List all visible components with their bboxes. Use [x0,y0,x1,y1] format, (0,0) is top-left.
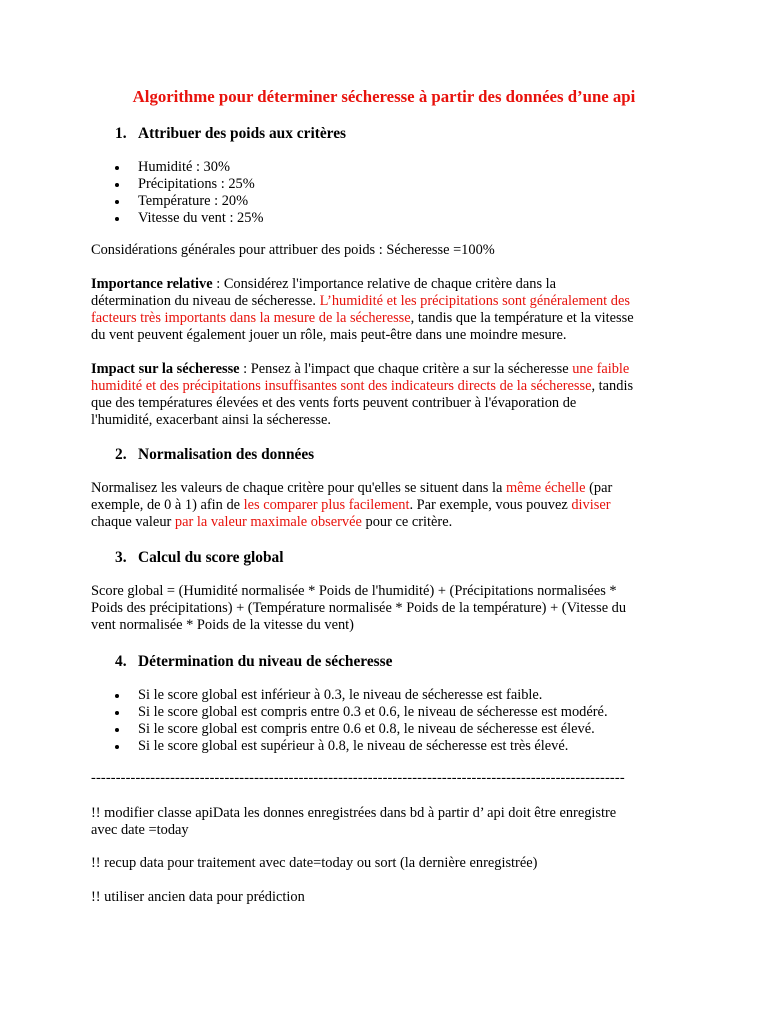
score-formula-paragraph [91,583,691,634]
text-run: : Considérez l'importance relative de chaque critère dans la [212,276,557,292]
highlighted-text: facteurs très importants dans la mesure de la sécheresse [91,310,411,326]
highlighted-text: humidité et des précipitations insuffisantes sont des indicateurs directs de la sécheresse [91,378,592,394]
importance-label: Importance relative [91,276,213,292]
highlighted-text: par la valeur maximale observée [174,514,362,530]
text-run: détermination du niveau de sécheresse. [91,293,320,309]
separator-line: ------------------------------------------------------------------------------------------------------------ [91,770,625,786]
list-item: Précipitations : 25% [114,176,263,193]
text-run: du vent peuvent également jouer un rôle, mais peut-être dans une moindre mesure. [91,327,567,343]
considerations-text: Considérations générales pour attribuer des poids : Sécheresse =100% [91,242,495,258]
text-run: l'humidité, exacerbant ainsi la sécheresse. [91,412,331,428]
highlighted-text: les comparer plus facilement [243,497,410,513]
section-1-title: Attribuer des poids aux critères [138,125,347,142]
importance-paragraph [91,276,691,344]
text-run: que des températures élevées et des vents forts peuvent contribuer à l'évaporation de [91,395,577,411]
section-3-number: 3. [115,549,127,566]
text-run: chaque valeur [91,514,175,530]
text-run: vent normalisée * Poids de la vitesse du vent) [91,617,354,633]
section-4-title: Détermination du niveau de sécheresse [138,653,393,670]
levels-list [114,687,608,755]
text-run: , tandis [591,378,634,394]
highlighted-text: L’humidité et les précipitations sont généralement des [319,293,630,309]
list-item: Si le score global est compris entre 0.6 et 0.8, le niveau de sécheresse est élevé. [114,721,608,738]
note-2: !! recup data pour traitement avec date=today ou sort (la dernière enregistrée) [91,855,538,871]
section-2-number: 2. [115,446,127,463]
document-title: Algorithme pour déterminer sécheresse à partir des données d’une api [132,87,636,106]
text-run: : Pensez à l'impact que chaque critère a sur la sécheresse [239,361,573,377]
text-run: Score global = (Humidité normalisée * Poids de l'humidité) + (Précipitations normalisées * [91,583,617,599]
list-item: Température : 20% [114,193,263,210]
impact-label: Impact sur la sécheresse [91,361,240,377]
impact-paragraph [91,361,691,429]
list-item: Si le score global est inférieur à 0.3, le niveau de sécheresse est faible. [114,687,608,704]
section-1-number: 1. [115,125,127,142]
text-run: exemple, de 0 à 1) afin de [91,497,244,513]
list-item: Vitesse du vent : 25% [114,210,263,227]
highlighted-text: une faible [572,361,630,377]
weights-list [114,159,263,227]
section-1-heading [115,124,346,143]
text-run: Poids des précipitations) + (Température normalisée * Poids de la température) + (Vitesse du [91,600,627,616]
note-1 [91,805,691,839]
text-run: avec date =today [91,822,189,838]
list-item: Si le score global est supérieur à 0.8, le niveau de sécheresse est très élevé. [114,738,608,755]
section-3-heading [115,548,284,567]
normalisation-paragraph [91,480,691,531]
text-run: . Par exemple, vous pouvez [409,497,572,513]
list-item: Si le score global est compris entre 0.3 et 0.6, le niveau de sécheresse est modéré. [114,704,608,721]
text-run: !! modifier classe apiData les donnes enregistrées dans bd à partir d’ api doit être enregistre [91,805,617,821]
section-2-heading [115,445,314,464]
text-run: (par [585,480,613,496]
highlighted-text: diviser [571,497,611,513]
text-run: pour ce critère. [361,514,453,530]
section-2-title: Normalisation des données [138,446,315,463]
section-4-heading [115,652,393,671]
section-4-number: 4. [115,653,127,670]
text-run: , tandis que la température et la vitesse [410,310,634,326]
list-item: Humidité : 30% [114,159,263,176]
text-run: Normalisez les valeurs de chaque critère pour qu'elles se situent dans la [91,480,506,496]
highlighted-text: même échelle [505,480,586,496]
section-3-title: Calcul du score global [138,549,284,566]
note-3: !! utiliser ancien data pour prédiction [91,889,305,905]
